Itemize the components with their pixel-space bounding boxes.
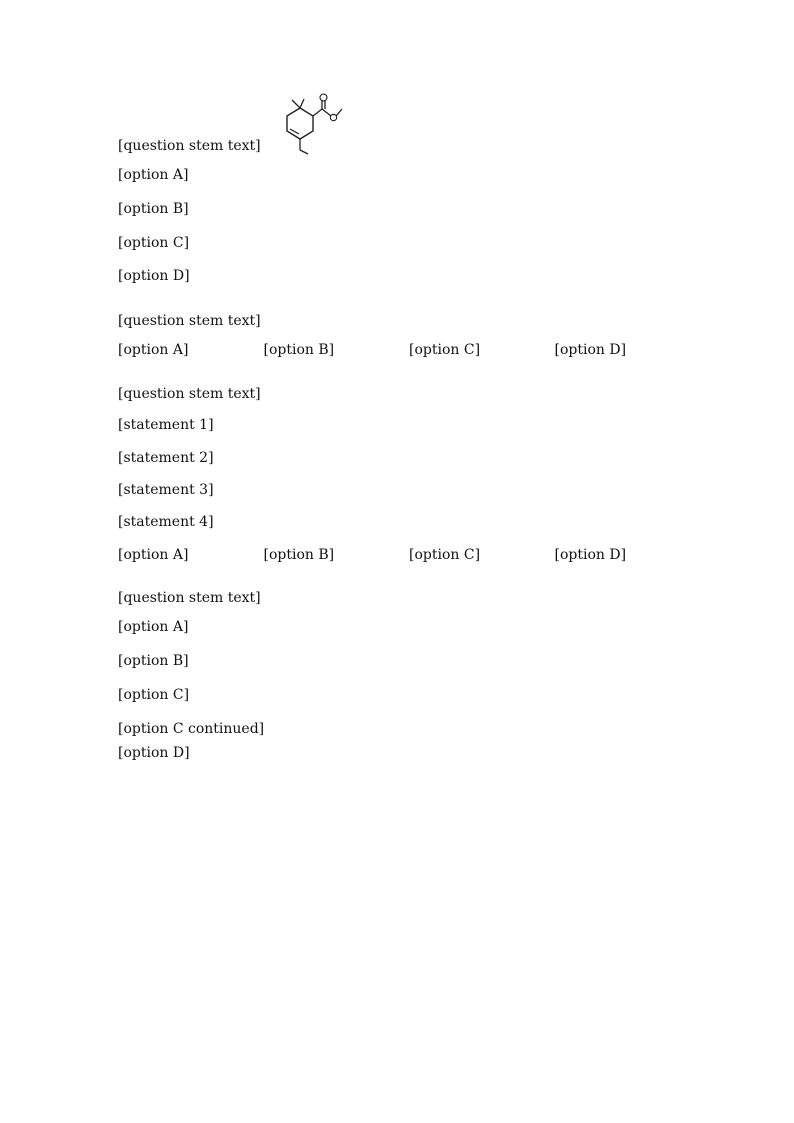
question-7-stem: [question stem text]: [118, 590, 261, 607]
question-7-option-c-continued: [option C continued]: [118, 720, 265, 737]
question-4-option-c: [option C]: [118, 234, 190, 251]
question-6-option-b: [option B]: [263, 546, 335, 563]
question-6-stem: [question stem text]: [118, 385, 261, 402]
question-6-option-a: [option A]: [118, 546, 189, 563]
question-7: [118, 588, 682, 765]
question-4: [118, 92, 682, 289]
question-6-options: [118, 544, 682, 566]
question-4-stem-row: [118, 92, 682, 156]
question-7-option-c: [option C]: [118, 687, 190, 704]
question-7-option-d: [option D]: [118, 744, 190, 761]
question-7-option-a: [option A]: [118, 619, 189, 636]
question-5-option-a: [option A]: [118, 342, 189, 359]
question-5-stem: [question stem text]: [118, 313, 261, 330]
question-7-options: [118, 616, 682, 765]
question-6-statements: [118, 414, 682, 534]
chemical-structure-icon: [267, 92, 343, 156]
question-6-option-c: [option C]: [409, 546, 481, 563]
question-5-option-d: [option D]: [554, 342, 627, 359]
question-4-option-a: [option A]: [118, 167, 189, 183]
question-4-options: [118, 164, 682, 289]
question-7-option-b: [option B]: [118, 653, 189, 670]
question-5-options: [118, 339, 682, 361]
question-6: [118, 384, 682, 566]
question-5-option-b: [option B]: [263, 342, 335, 359]
question-6-statement-2: [statement 2]: [118, 449, 214, 466]
question-6-option-d: [option D]: [554, 546, 627, 563]
question-6-statement-1: [statement 1]: [118, 417, 214, 434]
page-content: [118, 92, 682, 787]
question-4-option-d: [option D]: [118, 268, 190, 285]
question-5-option-c: [option C]: [409, 342, 481, 359]
question-6-statement-4: [statement 4]: [118, 514, 214, 531]
question-4-option-b: [option B]: [118, 200, 189, 217]
question-5: [118, 311, 682, 362]
question-4-stem: [question stem text]: [118, 137, 261, 154]
question-6-statement-3: [statement 3]: [118, 481, 214, 498]
